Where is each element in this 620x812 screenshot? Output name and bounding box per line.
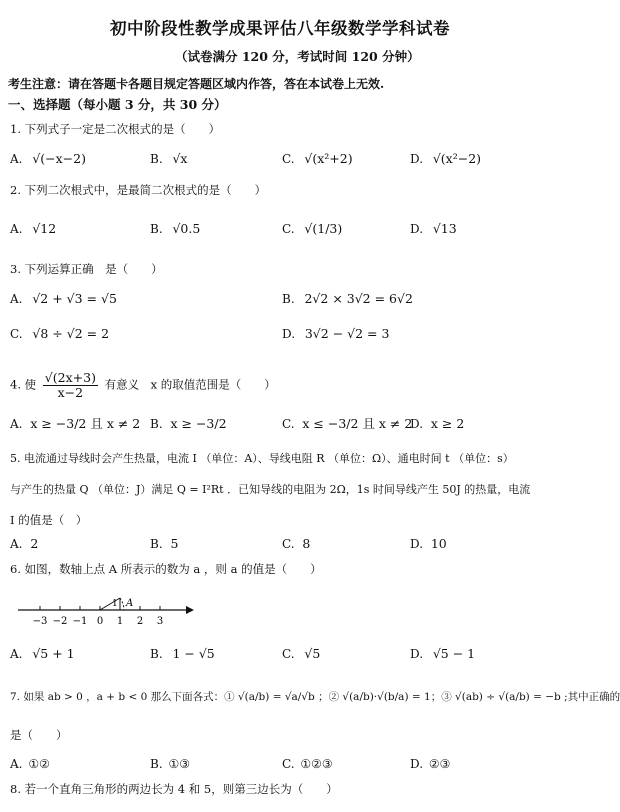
section-heading: 一、选择题（每小题 3 分，共 30 分）	[8, 97, 227, 112]
option-expr: ①②③	[300, 757, 333, 771]
question-2-stem: 2. 下列二次根式中，是最简二次根式的是（ ）	[10, 183, 267, 197]
option-expr: 2	[30, 536, 39, 551]
option-label: B.	[150, 222, 163, 236]
option-label: D.	[410, 537, 424, 551]
option-label: D.	[282, 327, 296, 341]
option-expr: √12	[32, 221, 57, 236]
option-label: D.	[410, 417, 424, 431]
question-3-option-a[interactable]	[10, 292, 117, 306]
option-label: D.	[410, 647, 424, 661]
question-1-option-c[interactable]	[282, 152, 353, 166]
stem-fraction	[43, 371, 98, 400]
option-label: A.	[10, 757, 23, 771]
question-5-stem-line3: I 的值是（ ）	[10, 513, 88, 527]
option-label: B.	[150, 647, 163, 661]
question-5-stem-line1: 5. 电流通过导线时会产生热量，电流 I （单位：A）、导线电阻 R （单位：Ω）、通电时间 t （单位：s）	[10, 452, 514, 465]
question-6-option-a[interactable]	[10, 647, 75, 661]
option-label: B.	[150, 757, 163, 771]
option-expr: 1 − √5	[172, 646, 215, 661]
number-line-figure	[18, 588, 198, 630]
option-expr: √0.5	[172, 221, 201, 236]
axis-tick-label: −3	[32, 616, 48, 627]
question-3-option-b[interactable]	[282, 292, 413, 306]
option-expr: √5 − 1	[432, 646, 476, 661]
question-6-option-d[interactable]	[410, 647, 475, 661]
option-label: C.	[282, 537, 295, 551]
option-label: B.	[150, 417, 163, 431]
option-expr: √(x²+2)	[304, 151, 353, 166]
option-expr: √(1/3)	[304, 221, 343, 236]
option-expr: 10	[430, 536, 447, 551]
question-2-option-b[interactable]	[150, 222, 200, 236]
option-expr: x ≥ 2	[430, 416, 465, 431]
question-7-option-d[interactable]	[410, 757, 450, 771]
option-label: C.	[10, 327, 23, 341]
option-expr: x ≤ −3/2 且 x ≠ 2	[302, 416, 413, 431]
axis-tick-label: 0	[96, 616, 104, 627]
axis-tick-label: −1	[72, 616, 88, 627]
question-3-option-c[interactable]	[10, 327, 109, 341]
option-expr: √2 + √3 = √5	[32, 291, 117, 306]
question-4-stem	[10, 371, 276, 400]
question-5-option-b[interactable]	[150, 537, 178, 551]
question-2-option-d[interactable]	[410, 222, 457, 236]
question-5-option-c[interactable]	[282, 537, 310, 551]
option-expr: 2√2 × 3√2 = 6√2	[304, 291, 413, 306]
fraction-numerator: √(2x+3)	[44, 370, 96, 385]
fraction-denominator: x−2	[57, 385, 84, 400]
option-label: C.	[282, 757, 295, 771]
option-label: D.	[410, 152, 424, 166]
question-6-option-b[interactable]	[150, 647, 215, 661]
option-label: C.	[282, 152, 295, 166]
option-label: A.	[10, 537, 23, 551]
option-label: A.	[10, 417, 23, 431]
question-3-option-d[interactable]	[282, 327, 389, 341]
option-label: A.	[10, 647, 23, 661]
question-7-stem-line2: 是（ ）	[10, 728, 68, 742]
question-5-stem-line2: 与产生的热量 Q （单位：J）满足 Q = I²Rt ．已知导线的电阻为 2Ω，1s 时间导线产生 50J 的热量，电流	[10, 483, 531, 496]
option-expr: √(−x−2)	[32, 151, 86, 166]
option-label: B.	[150, 537, 163, 551]
question-4-option-c[interactable]	[282, 417, 412, 431]
option-label: A.	[10, 222, 23, 236]
option-expr: 3√2 − √2 = 3	[304, 326, 390, 341]
option-label: C.	[282, 417, 295, 431]
option-expr: √x	[172, 151, 188, 166]
option-expr: ②③	[428, 757, 451, 771]
option-label: D.	[410, 222, 424, 236]
axis-tick-label: 3	[156, 616, 164, 627]
option-expr: √13	[432, 221, 457, 236]
question-7-option-a[interactable]	[10, 757, 50, 771]
question-2-option-c[interactable]	[282, 222, 342, 236]
option-expr: x ≥ −3/2	[170, 416, 227, 431]
option-label: A.	[10, 152, 23, 166]
question-5-option-a[interactable]	[10, 537, 38, 551]
exam-notice: 考生注意：请在答题卡各题目规定答题区域内作答，答在本试卷上无效.	[8, 77, 385, 91]
option-expr: √8 ÷ √2 = 2	[32, 326, 110, 341]
option-expr: ①②	[28, 757, 50, 771]
option-expr: ①③	[168, 757, 190, 771]
question-4-option-d[interactable]	[410, 417, 464, 431]
axis-tick-label: 2	[136, 616, 144, 627]
question-3-stem: 3. 下列运算正确 是（ ）	[10, 262, 163, 276]
question-4-option-a[interactable]	[10, 417, 140, 431]
axis-tick-label: −2	[52, 616, 68, 627]
question-6-stem: 6. 如图，数轴上点 A 所表示的数为 a ，则 a 的值是（ ）	[10, 562, 322, 576]
option-expr: x ≥ −3/2 且 x ≠ 2	[30, 416, 141, 431]
stem-suffix: 有意义 x 的取值范围是（ ）	[104, 377, 276, 392]
point-a-label: A	[126, 598, 134, 609]
question-4-option-b[interactable]	[150, 417, 227, 431]
question-1-option-a[interactable]	[10, 152, 86, 166]
option-label: C.	[282, 647, 295, 661]
option-label: A.	[10, 292, 23, 306]
question-8-stem: 8. 若一个直角三角形的两边长为 4 和 5，则第三边长为（ ）	[10, 782, 338, 796]
axis-arrow-icon	[186, 606, 194, 614]
option-label: B.	[150, 152, 163, 166]
question-1-option-b[interactable]	[150, 152, 187, 166]
segment-label: 1	[112, 599, 118, 609]
page-title: 初中阶段性教学成果评估八年级数学学科试卷	[110, 19, 450, 38]
question-7-option-c[interactable]	[282, 757, 333, 771]
question-6-option-c[interactable]	[282, 647, 320, 661]
exam-subtitle: （试卷满分 120 分，考试时间 120 分钟）	[175, 49, 420, 64]
axis-tick-label: 1	[116, 616, 124, 627]
compass-arc	[120, 598, 124, 610]
option-label: C.	[282, 222, 295, 236]
question-5-option-d[interactable]	[410, 537, 447, 551]
option-label: B.	[282, 292, 295, 306]
question-7-stem-line1: 7. 如果 ab > 0 ，a + b < 0 那么下面各式：① √(a/b) = √a/√b ；② √(a/b)·√(b/a) = 1；③ √(ab) ÷ √(a/b) = −b ;其中正确的	[10, 691, 620, 703]
question-7-option-b[interactable]	[150, 757, 190, 771]
option-expr: √(x²−2)	[432, 151, 482, 166]
option-expr: √5	[304, 646, 321, 661]
option-expr: 8	[302, 536, 311, 551]
question-2-option-a[interactable]	[10, 222, 56, 236]
question-1-stem: 1. 下列式子一定是二次根式的是（ ）	[10, 122, 221, 136]
question-1-option-d[interactable]	[410, 152, 481, 166]
option-expr: 5	[170, 536, 179, 551]
option-expr: √5 + 1	[32, 646, 75, 661]
option-label: D.	[410, 757, 424, 771]
stem-prefix: 4. 使	[10, 377, 37, 392]
